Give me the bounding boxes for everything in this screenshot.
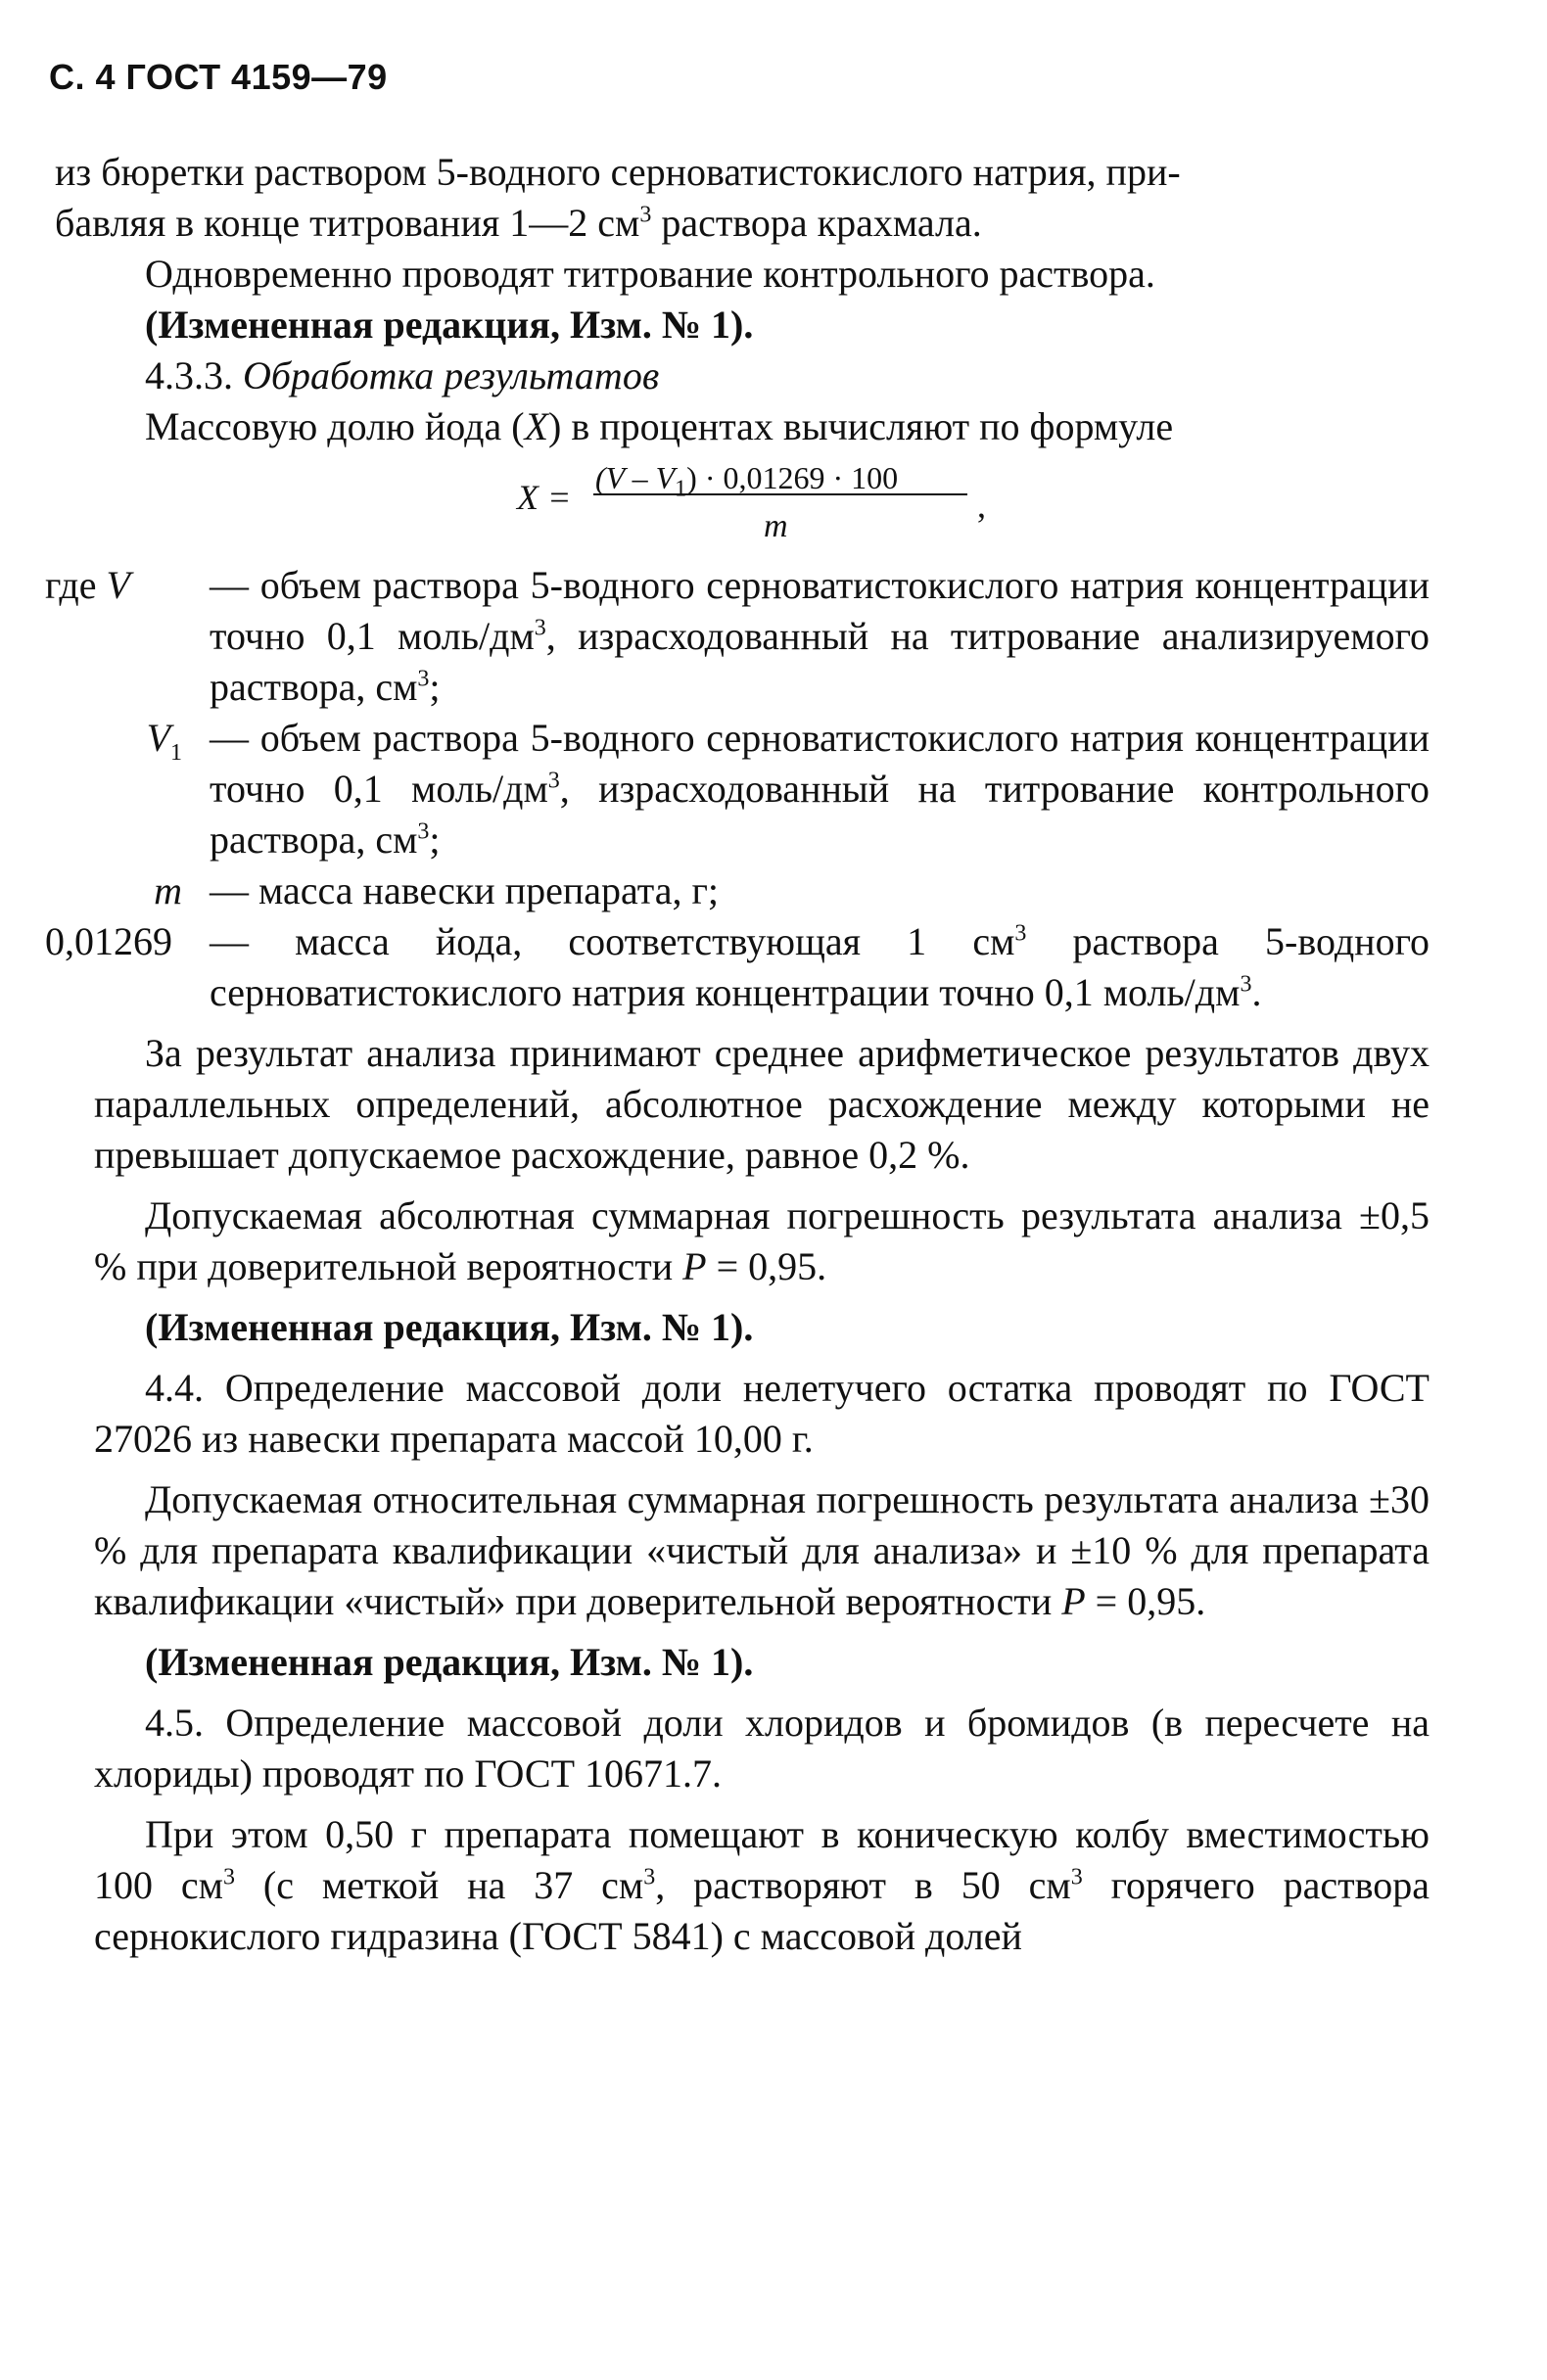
definition-text <box>202 916 1430 1018</box>
formula-denominator: m <box>764 508 788 544</box>
definition-label <box>45 713 202 865</box>
text-span: — объем раствора 5-водного серноватистокислого натрия концентрации точно 0,1 моль/дм <box>210 716 1430 811</box>
text-span: 0,01269 <box>45 919 172 963</box>
paragraph-result: За результат анализа принимают среднее арифметическое результатов двух параллельных определений, абсолютное расхождение между которыми не превышает допускаемое расхождение, равное 0,2 %. <box>94 1031 1430 1177</box>
text-span: Массовую долю йода ( <box>145 404 525 448</box>
text-span: (с меткой на 37 см <box>234 1863 644 1907</box>
text-span: ) в процентах вычисляют по формуле <box>548 404 1174 448</box>
text-span: Допускаемая относительная суммарная погрешность результата анализа ±30 % для препарата квалификации «чистый для анализа» и ±10 % для препарата квалификации «чистый» при доверительной вероятности <box>94 1477 1430 1623</box>
superscript: 3 <box>534 615 546 641</box>
text-span: , израсходованный на титрование контрольного раствора, см <box>210 767 1430 862</box>
text-span: ) · 0,01269 · 100 <box>686 460 899 495</box>
variable: m <box>154 868 182 912</box>
variable: V <box>146 716 170 760</box>
paragraph-chlorides-procedure <box>94 1809 1430 1962</box>
text-span: ; <box>429 665 441 709</box>
text-span: из бюретки раствором 5-водного серноватистокислого натрия, при- <box>55 150 1181 194</box>
paragraph-4-4: 4.4. Определение массовой доли нелетучего остатка проводят по ГОСТ 27026 из навески препарата массой 10,00 г. <box>94 1366 1430 1461</box>
superscript: 3 <box>1014 920 1027 947</box>
text-span: = 0,95. <box>1085 1579 1206 1623</box>
definition-label <box>45 865 202 916</box>
text-span: , израсходованный на титрование анализируемого раствора, см <box>210 614 1430 709</box>
paragraph-formula-intro <box>94 401 1430 452</box>
amendment-note: (Измененная редакция, Изм. № 1). <box>145 303 754 347</box>
definition-text <box>202 713 1430 865</box>
superscript: 3 <box>1070 1864 1083 1890</box>
definition-text <box>202 560 1430 713</box>
formula <box>94 452 1430 554</box>
superscript: 3 <box>547 768 560 794</box>
definition-label <box>45 916 202 1018</box>
text-span: — объем раствора 5-водного серноватистокислого натрия концентрации точно 0,1 моль/дм <box>210 563 1430 658</box>
superscript: 3 <box>639 202 652 228</box>
variable: P <box>682 1244 707 1288</box>
section-4-3-3-heading <box>94 350 1430 401</box>
paragraph-error-residue <box>94 1474 1430 1627</box>
superscript: 3 <box>417 666 430 692</box>
paragraph-error-iodine <box>94 1190 1430 1292</box>
definition-text: — масса навески препарата, г; <box>210 868 719 912</box>
text-span: раствора 5-водного серноватистокислого натрия концентрации точно 0,1 моль/дм <box>210 919 1430 1014</box>
subscript: 1 <box>675 476 687 502</box>
amendment-note: (Измененная редакция, Изм. № 1). <box>145 1640 754 1684</box>
superscript: 3 <box>643 1864 656 1890</box>
section-title: Обработка результатов <box>243 353 660 397</box>
variable: X <box>524 404 549 448</box>
section-number: 4.3.3. <box>145 353 243 397</box>
text-span: . <box>1251 970 1262 1014</box>
text-span: раствора крахмала. <box>651 201 982 245</box>
text-span: При этом 0,50 г препарата помещают в коническую колбу вместимостью 100 см <box>94 1812 1430 1907</box>
paragraph-control-titration: Одновременно проводят титрование контрольного раствора. <box>145 252 1155 296</box>
text-span: (V – V <box>595 460 676 495</box>
text-span: = 0,95. <box>706 1244 827 1288</box>
fraction-bar <box>593 493 967 495</box>
superscript: 3 <box>417 818 430 845</box>
formula-lhs: X = <box>517 478 572 517</box>
formula-comma: , <box>977 486 986 525</box>
variable: P <box>1061 1579 1086 1623</box>
superscript: 3 <box>1240 971 1252 998</box>
text-span: , растворяют в 50 см <box>655 1863 1071 1907</box>
text-span: ; <box>429 817 441 862</box>
paragraph-continuation <box>55 147 1430 249</box>
page-header: С. 4 ГОСТ 4159—79 <box>49 57 388 97</box>
text-span: — масса йода, соответствующая 1 см <box>210 919 1015 963</box>
paragraph-4-5: 4.5. Определение массовой доли хлоридов и бромидов (в пересчете на хлориды) проводят по ГОСТ 10671.7. <box>94 1701 1430 1796</box>
document-body <box>45 147 1430 1962</box>
formula-numerator <box>595 452 898 503</box>
superscript: 3 <box>222 1864 235 1890</box>
definition-label <box>45 560 202 713</box>
text-span: где <box>45 563 107 607</box>
subscript: 1 <box>170 740 182 766</box>
text-span: Допускаемая абсолютная суммарная погрешность результата анализа ±0,5 % при доверительной вероятности <box>94 1193 1430 1288</box>
amendment-note: (Измененная редакция, Изм. № 1). <box>145 1305 754 1349</box>
text-span: бавляя в конце титрования 1—2 см <box>55 201 640 245</box>
text-span: горячего раствора сернокислого гидразина (ГОСТ 5841) с массовой долей <box>94 1863 1430 1958</box>
definitions-list <box>45 560 1430 1018</box>
variable: V <box>106 563 130 607</box>
